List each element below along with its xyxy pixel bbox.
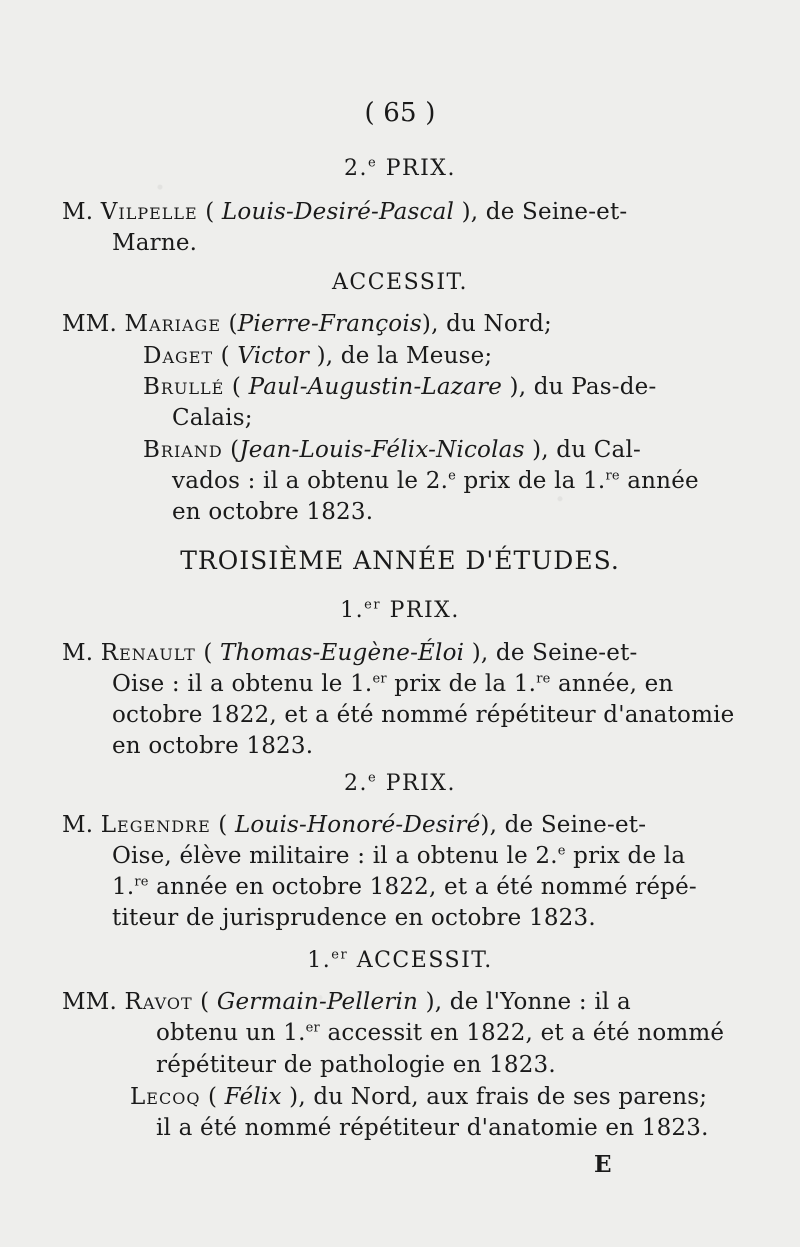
entry-brulle-line2: Calais; (172, 405, 253, 431)
entry-renault-line2: Oise : il a obtenu le 1.$^{er}$ prix de la 1.$^{re}$ année, en (112, 671, 674, 697)
entry-legendre-line3: 1.$^{re}$ année en octobre 1822, et a été nommé répé- (112, 874, 697, 900)
entry-daget: Daget ( Victor ), de la Meuse; (143, 343, 493, 369)
heading-1er-prix: 1.$^{er}$ PRIX. (340, 597, 460, 623)
entry-briand-line3: en octobre 1823. (172, 499, 374, 525)
entry-ravot: MM. Ravot ( Germain-Pellerin ), de l'Yonne : il a (62, 989, 631, 1015)
entry-lecoq: Lecoq ( Félix ), du Nord, aux frais de ses parens; (130, 1084, 708, 1110)
entry-vilpelle: M. Vilpelle ( Louis-Desiré-Pascal ), de Seine-et- (62, 199, 628, 225)
entry-brulle: Brullé ( Paul-Augustin-Lazare ), du Pas-de- (143, 374, 657, 400)
entry-mariage: MM. Mariage (Pierre-François), du Nord; (62, 311, 552, 337)
entry-legendre: M. Legendre ( Louis-Honoré-Desiré), de Seine-et- (62, 812, 647, 838)
heading-troisieme-annee: TROISIÈME ANNÉE D'ÉTUDES. (180, 546, 620, 575)
entry-renault-line4: en octobre 1823. (112, 733, 314, 759)
entry-lecoq-line2: il a été nommé répétiteur d'anatomie en 1823. (156, 1115, 709, 1141)
entry-ravot-line3: répétiteur de pathologie en 1823. (156, 1052, 556, 1078)
entry-renault: M. Renault ( Thomas-Eugène-Éloi ), de Seine-et- (62, 640, 638, 666)
entry-legendre-line2: Oise, élève militaire : il a obtenu le 2.$^e$ prix de la (112, 843, 686, 869)
heading-1er-accessit: 1.$^{er}$ ACCESSIT. (307, 947, 493, 973)
page-number: ( 65 ) (364, 98, 436, 128)
entry-ravot-line2: obtenu un 1.$^{er}$ accessit en 1822, et a été nommé (156, 1020, 725, 1046)
entry-briand-line2: vados : il a obtenu le 2.$^e$ prix de la 1.$^{re}$ année (172, 468, 699, 494)
entry-briand: Briand (Jean-Louis-Félix-Nicolas ), du Cal- (143, 437, 641, 463)
heading-accessit: ACCESSIT. (332, 270, 468, 295)
entry-legendre-line4: titeur de jurisprudence en octobre 1823. (112, 905, 596, 931)
signature-mark: E (594, 1151, 612, 1178)
entry-renault-line3: octobre 1822, et a été nommé répétiteur d'anatomie (112, 702, 735, 728)
entry-vilpelle-line2: Marne. (112, 230, 198, 256)
heading-2e-prix: 2.$^e$ PRIX. (344, 155, 456, 181)
heading-2e-prix-b: 2.$^e$ PRIX. (344, 770, 456, 796)
